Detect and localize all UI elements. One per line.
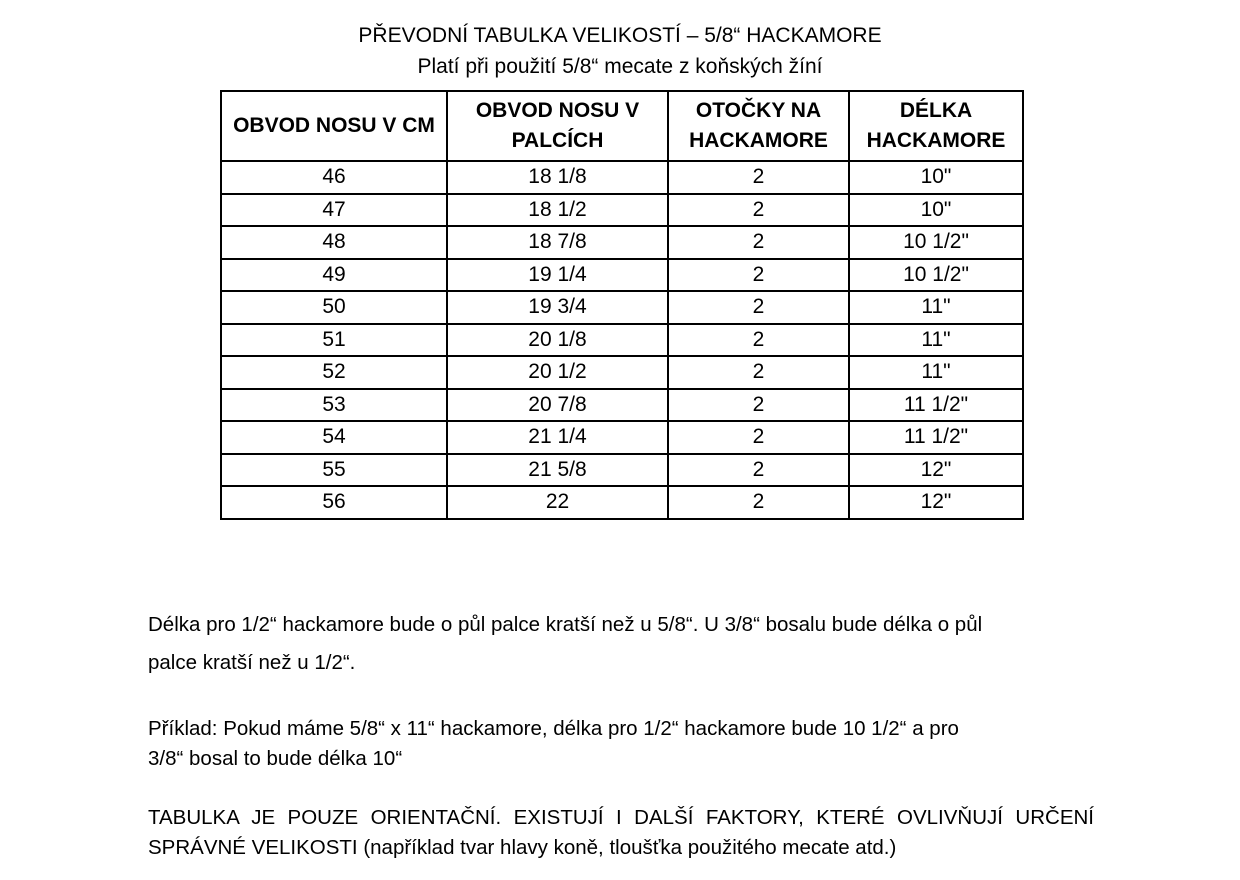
table-row xyxy=(221,324,1023,357)
cell-length: 10" xyxy=(849,194,1023,227)
cell-turns: 2 xyxy=(668,291,849,324)
cell-nose-inches: 22 xyxy=(447,486,668,519)
cell-turns: 2 xyxy=(668,226,849,259)
cell-length: 10 1/2" xyxy=(849,259,1023,292)
cell-turns: 2 xyxy=(668,194,849,227)
cell-nose-inches: 21 5/8 xyxy=(447,454,668,487)
cell-length: 11 1/2" xyxy=(849,389,1023,422)
table-row xyxy=(221,291,1023,324)
table-row xyxy=(221,194,1023,227)
cell-nose-cm: 49 xyxy=(221,259,447,292)
cell-nose-inches: 20 1/8 xyxy=(447,324,668,357)
cell-nose-inches: 18 1/2 xyxy=(447,194,668,227)
table-row xyxy=(221,161,1023,194)
header-nose-cm: OBVOD NOSU V CM xyxy=(221,91,447,161)
cell-turns: 2 xyxy=(668,389,849,422)
table-row xyxy=(221,259,1023,292)
cell-length: 12" xyxy=(849,454,1023,487)
disclaimer-line-2: SPRÁVNÉ VELIKOSTI (například tvar hlavy koně, tloušťka použitého mecate atd.) xyxy=(148,836,897,859)
cell-length: 10" xyxy=(849,161,1023,194)
cell-turns: 2 xyxy=(668,259,849,292)
cell-length: 11 1/2" xyxy=(849,421,1023,454)
cell-nose-inches: 19 1/4 xyxy=(447,259,668,292)
table-header xyxy=(221,91,1023,161)
cell-nose-inches: 20 7/8 xyxy=(447,389,668,422)
cell-turns: 2 xyxy=(668,161,849,194)
disclaimer-note xyxy=(148,803,1094,863)
cell-nose-cm: 51 xyxy=(221,324,447,357)
table-row xyxy=(221,356,1023,389)
cell-length: 11" xyxy=(849,356,1023,389)
cell-turns: 2 xyxy=(668,486,849,519)
size-conversion-table xyxy=(220,90,1024,520)
cell-nose-inches: 18 7/8 xyxy=(447,226,668,259)
cell-turns: 2 xyxy=(668,324,849,357)
table-row xyxy=(221,389,1023,422)
cell-length: 11" xyxy=(849,324,1023,357)
cell-nose-cm: 55 xyxy=(221,454,447,487)
cell-nose-cm: 46 xyxy=(221,161,447,194)
cell-nose-inches: 19 3/4 xyxy=(447,291,668,324)
header-row xyxy=(221,91,1023,161)
disclaimer-line-1: TABULKA JE POUZE ORIENTAČNÍ. EXISTUJÍ I DALŠÍ FAKTORY, KTERÉ OVLIVŇUJÍ URČENÍ xyxy=(148,806,1094,829)
length-note-line-1: Délka pro 1/2“ hackamore bude o půl palce kratší než u 5/8“. U 3/8“ bosalu bude délka o půl xyxy=(148,613,983,636)
cell-nose-inches: 21 1/4 xyxy=(447,421,668,454)
cell-nose-cm: 50 xyxy=(221,291,447,324)
header-length: DÉLKA HACKAMORE xyxy=(849,91,1023,161)
cell-nose-inches: 18 1/8 xyxy=(447,161,668,194)
table-row xyxy=(221,226,1023,259)
document-subtitle: Platí při použití 5/8“ mecate z koňských žíní xyxy=(417,55,823,78)
header-nose-inches: OBVOD NOSU V PALCÍCH xyxy=(447,91,668,161)
length-note xyxy=(148,606,1094,682)
cell-nose-cm: 56 xyxy=(221,486,447,519)
length-note-line-2: palce kratší než u 1/2“. xyxy=(148,651,356,674)
table-row xyxy=(221,486,1023,519)
cell-length: 10 1/2" xyxy=(849,226,1023,259)
cell-nose-cm: 54 xyxy=(221,421,447,454)
cell-nose-cm: 48 xyxy=(221,226,447,259)
example-line-2: 3/8“ bosal to bude délka 10“ xyxy=(148,747,403,770)
cell-length: 12" xyxy=(849,486,1023,519)
cell-length: 11" xyxy=(849,291,1023,324)
cell-nose-inches: 20 1/2 xyxy=(447,356,668,389)
cell-turns: 2 xyxy=(668,356,849,389)
table-body xyxy=(221,161,1023,519)
example-line-1: Příklad: Pokud máme 5/8“ x 11“ hackamore, délka pro 1/2“ hackamore bude 10 1/2“ a pro xyxy=(148,717,959,740)
document-title: PŘEVODNÍ TABULKA VELIKOSTÍ – 5/8“ HACKAMORE xyxy=(358,24,882,47)
header-turns: OTOČKY NA HACKAMORE xyxy=(668,91,849,161)
table-row xyxy=(221,454,1023,487)
cell-turns: 2 xyxy=(668,421,849,454)
example-note xyxy=(148,714,1094,774)
cell-nose-cm: 47 xyxy=(221,194,447,227)
cell-nose-cm: 53 xyxy=(221,389,447,422)
table-row xyxy=(221,421,1023,454)
cell-turns: 2 xyxy=(668,454,849,487)
cell-nose-cm: 52 xyxy=(221,356,447,389)
